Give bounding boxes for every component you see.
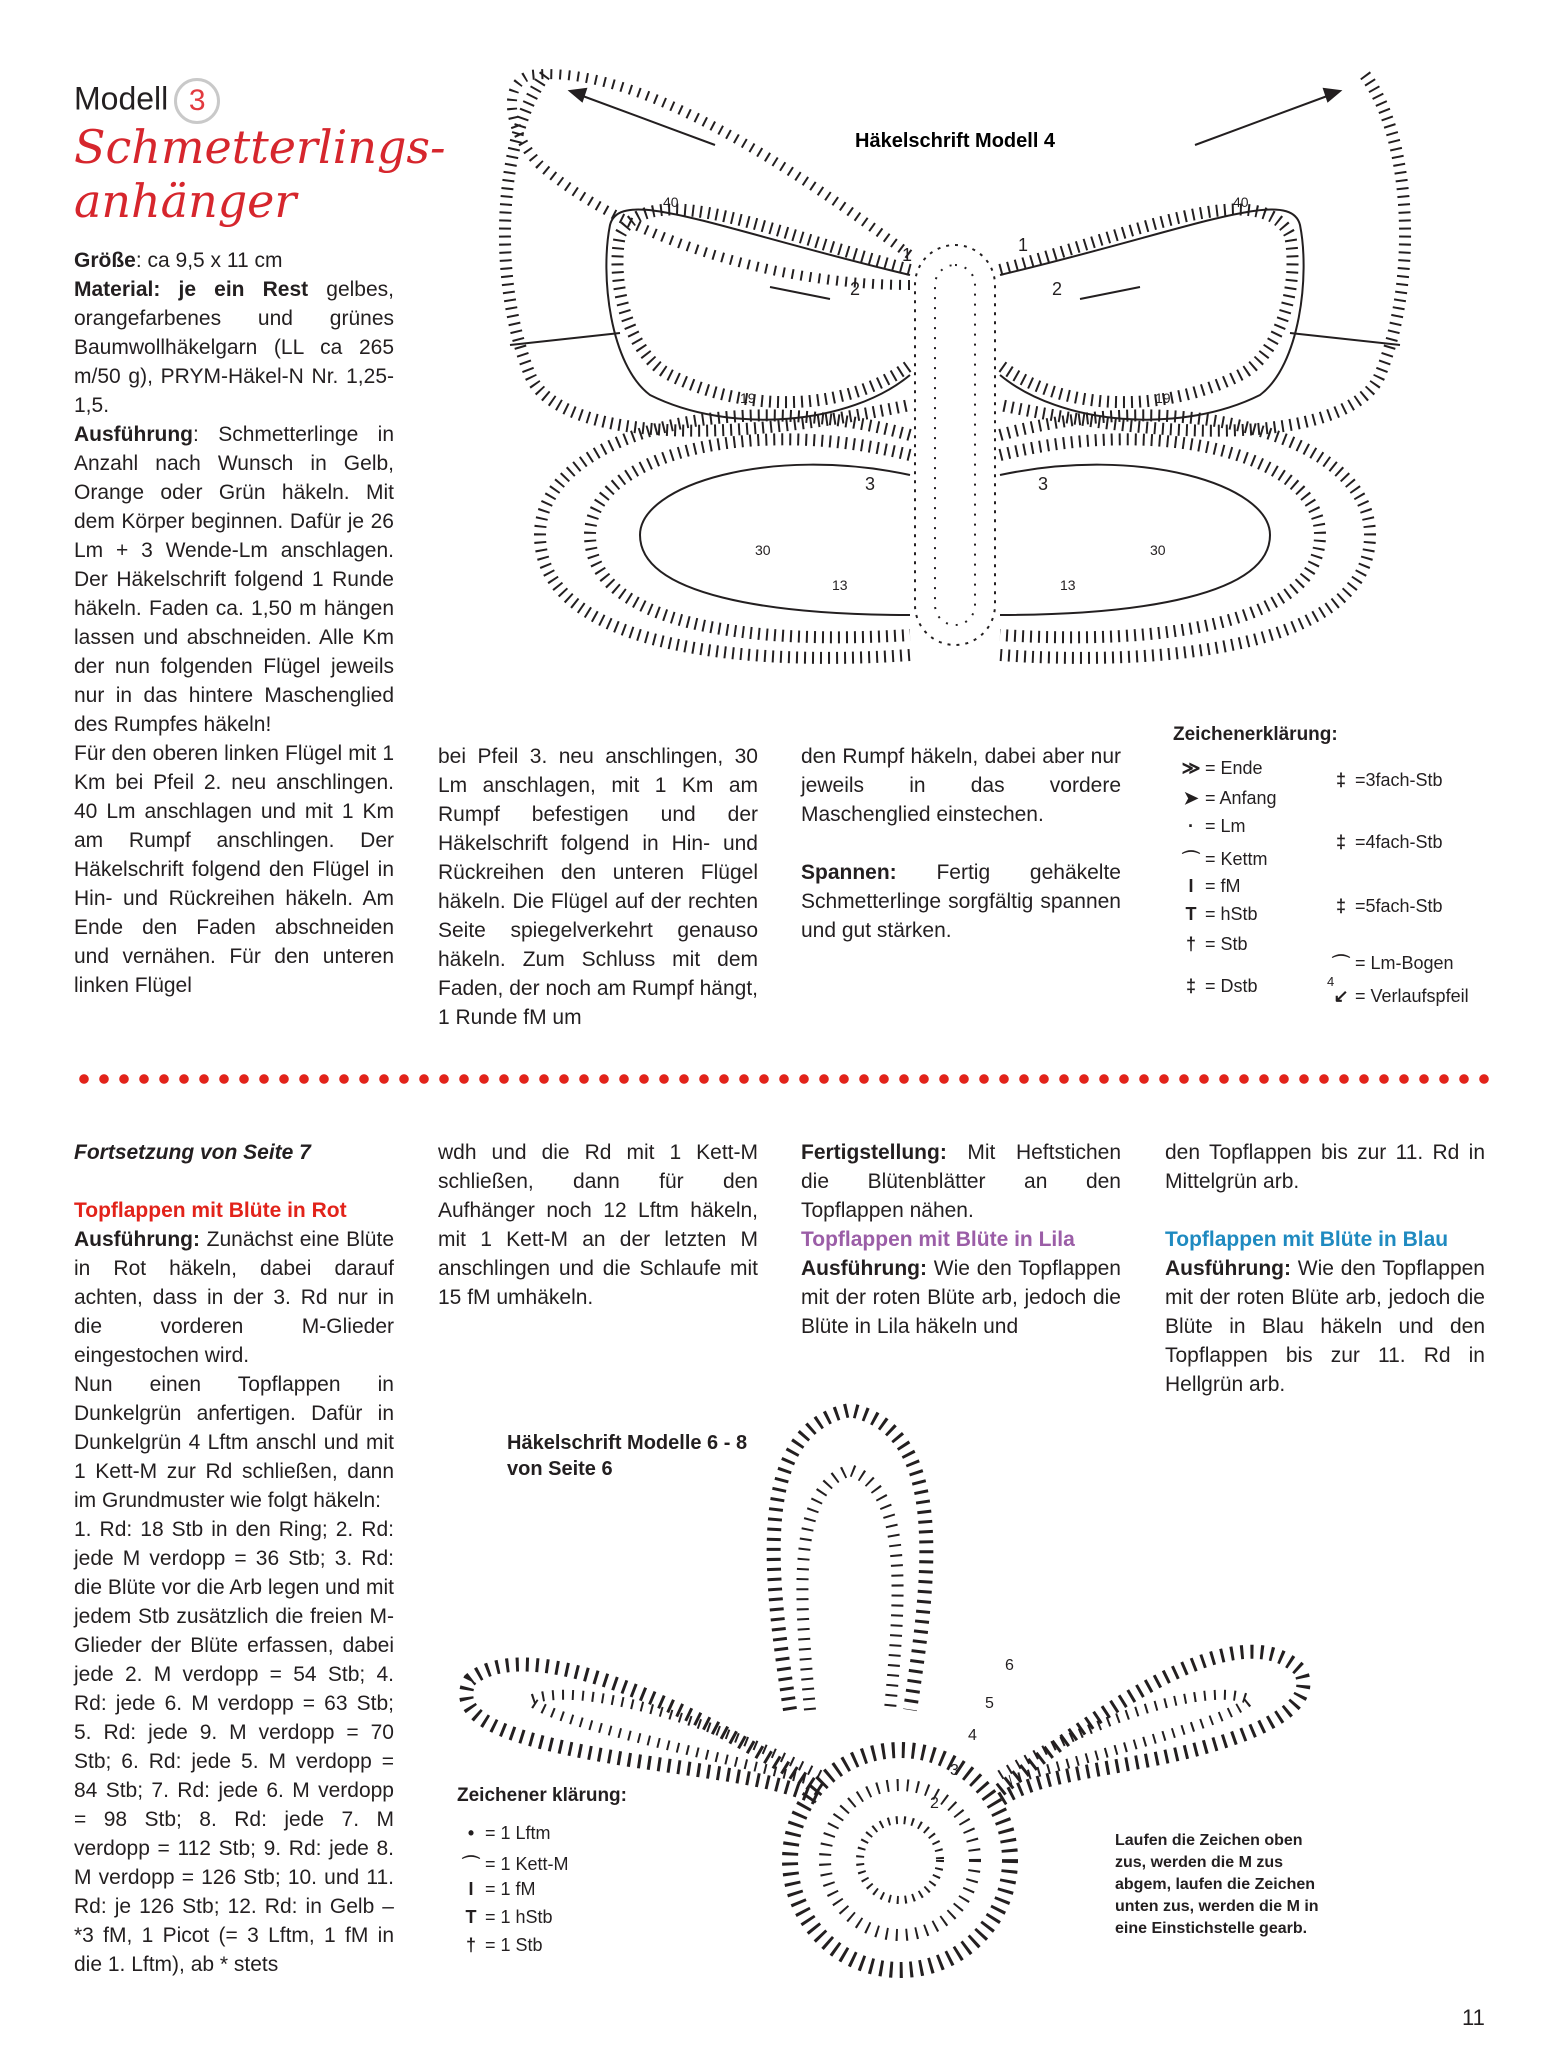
label-13-left: 13 [832, 577, 848, 593]
label-40-right: 40 [1233, 194, 1249, 210]
lower-left-wing [540, 415, 910, 658]
legend-title: Zeichenerklärung: [1173, 724, 1338, 745]
label-30-left: 30 [755, 542, 771, 558]
model-number-badge: 3 [174, 78, 220, 124]
flower-legend [457, 1785, 697, 1985]
legend-item-5fach: ‡ =5fach-Stb [1335, 896, 1443, 916]
label-1-right: 1 [1018, 235, 1029, 255]
legend-bogen-number: 4 [1327, 974, 1335, 989]
rounds-paragraph: 1. Rd: 18 Stb in den Ring; 2. Rd: jede M verdopp = 36 Stb; 3. Rd: die Blüte vor die Arb legen und mit jedem Stb zusätzlich die freien M-Glieder der Blüte erfassen, dabei jede 2. M verdopp = 54 Stb; 4. Rd: jede 6. M verdopp = 63 Stb; 5. Rd: jede 9. M verdopp = 70 Stb; 6. Rd: jede 5. M verdopp = 84 Stb; 7. Rd: jede 6. M verdopp = 98 Stb; 8. Rd: jede 7. M verdopp = 112 Stb; 9. Rd: jede 8. M verdopp = 126 Stb; 10. und 11. Rd: je 126 Stb; 12. Rd: in Gelb – *3 fM, 1 Picot (= 3 Lftm, 1 fM in die 1. Lftm), ab * stets [74, 1518, 394, 1976]
flower-diagram-title: Häkelschrift Modelle 6 - 8 von Seite 6 [507, 1432, 748, 1480]
title-line-2: anhänger [74, 174, 297, 228]
ausfuehrung-paragraph: Ausführung: Schmetterlinge in Anzahl nach Wunsch in Gelb, Orange oder Grün häkeln. Mit dem Körper beginnen. Dafür je 26 Lm + 3 Wende-Lm anschlagen. Der Häkelschrift folgend 1 Runde häkeln. Faden ca. 1,50 m hängen lassen und abschneiden. Alle Km der nun folgenden Flügel jeweils nur in das hintere Maschenglied des Rumpfes häkeln! [74, 423, 394, 736]
flower-note: Laufen die Zeichen oben zus, werden die M zus abgem, laufen die Zeichen unten zus, werden die M in eine Einstichstelle gearb. [1115, 1832, 1319, 1937]
butterfly-body-inner [935, 265, 975, 625]
legend-item-kettm: ⌒ = Kettm [1182, 848, 1268, 870]
flower-legend-hstb: T = 1 hStb [465, 1907, 553, 1927]
flower-legend-fm: I = 1 fM [468, 1879, 536, 1899]
fertig-paragraph: Fertigstellung: Mit Heftstichen die Blütenblätter an den Topflappen nähen. [801, 1141, 1121, 1222]
label-2-right: 2 [1052, 279, 1063, 299]
lower-right-wing [1000, 415, 1370, 658]
round-label-5: 5 [985, 1695, 994, 1712]
label-40-left: 40 [663, 194, 679, 210]
rot-paragraph: Ausführung: Zunächst eine Blüte in Rot häkeln, dabei darauf achten, dass in der 3. Rd nur in die vorderen M-Glieder eingestochen wird. [74, 1228, 394, 1367]
round-label-3: 3 [950, 1762, 959, 1779]
legend-item-lm: · = Lm [1188, 816, 1246, 836]
legend-item-stb: † = Stb [1185, 934, 1248, 954]
round-label-4: 4 [968, 1727, 977, 1744]
label-1-left: 1 [902, 245, 913, 265]
blau-paragraph: Ausführung: Wie den Topflappen mit der roten Blüte arb, jedoch die Blüte in Blau häkeln und den Topflappen bis zur 11. Rd in Hellgrün arb. [1165, 1257, 1485, 1396]
label-19-right: 19 [1155, 390, 1171, 406]
legend-item-ende: ≫ = Ende [1181, 758, 1263, 778]
legend-item-3fach: ‡ =3fach-Stb [1335, 770, 1443, 790]
rot-paragraph-2: Nun einen Topflappen in Dunkelgrün anfertigen. Dafür in Dunkelgrün 4 Lftm anschl und mit 1 Kett-M zur Rd schließen, dann im Grundmuster wie folgt häkeln: [74, 1373, 394, 1512]
butterfly-diagram-title: Häkelschrift Modell 4 [855, 130, 1056, 152]
upper-right-wing [1000, 75, 1405, 431]
title-line-1: Schmetterlings- [74, 120, 446, 174]
label-19-left: 19 [740, 390, 756, 406]
model-header [74, 78, 220, 124]
upper-left-wing [505, 74, 913, 431]
groesse-paragraph: Größe: ca 9,5 x 11 cm [74, 249, 283, 272]
column-4-text: den Topflappen bis zur 11. Rd in Mittelgrün arb. [1165, 1141, 1485, 1193]
spannen-paragraph: Spannen: Fertig gehäkelte Schmetterlinge sorgfältig spannen und gut stärken. [801, 861, 1121, 942]
flower-legend-stb: † = 1 Stb [465, 1935, 543, 1955]
bottom-column-4 [1165, 1138, 1485, 1399]
bottom-column-2 [438, 1138, 758, 1312]
lila-paragraph: Ausführung: Wie den Topflappen mit der roten Blüte arb, jedoch die Blüte in Lila häkeln und [801, 1257, 1121, 1338]
bottom-column-1 [74, 1138, 394, 1979]
continuation-note: Fortsetzung von Seite 7 [74, 1141, 311, 1164]
instructions-column-1 [74, 246, 394, 1000]
legend-item-fm: I = fM [1188, 876, 1241, 896]
bottom-column-3 [801, 1138, 1121, 1341]
bottom-column-2-text: wdh und die Rd mit 1 Kett-M schließen, dann für den Aufhänger noch 12 Lftm häkeln, mit 1 Kett-M an der letzten M anschlingen und die Schlaufe mit 15 fM umhäkeln. [438, 1141, 758, 1309]
rot-subheading: Topflappen mit Blüte in Rot [74, 1199, 347, 1222]
label-13-right: 13 [1060, 577, 1076, 593]
wing-paragraph: Für den oberen linken Flügel mit 1 Km bei Pfeil 2. neu anschlingen. 40 Lm anschlagen und mit 1 Km am Rumpf anschlingen. Der Häkelschrift folgend den Flügel in Hin- und Rückreihen häkeln. Am Ende den Faden abschneiden und vernähen. Für den unteren linken Flügel [74, 742, 394, 997]
label-2-left: 2 [850, 279, 861, 299]
round-label-2: 2 [930, 1795, 939, 1812]
legend-item-dstb: ‡ = Dstb [1185, 976, 1258, 996]
instructions-column-3 [801, 742, 1121, 945]
page-title [74, 120, 446, 228]
label-30-right: 30 [1150, 542, 1166, 558]
flower-legend-lftm: • = 1 Lftm [467, 1823, 551, 1843]
lila-subheading: Topflappen mit Blüte in Lila [801, 1228, 1075, 1251]
legend-item-anfang: ➤ = Anfang [1183, 788, 1277, 808]
column-3-text: den Rumpf häkeln, dabei aber nur jeweils in das vordere Maschenglied einstechen. [801, 745, 1121, 826]
page-number: 11 [1462, 2005, 1485, 2030]
label-3-left: 3 [865, 474, 876, 494]
flower-legend-title: Zeichener klärung: [457, 1785, 627, 1806]
legend-item-lm-bogen: ⌒ = Lm-Bogen [1332, 952, 1454, 974]
butterfly-body [915, 245, 995, 645]
legend-item-verlaufspfeil: ↙ = Verlaufspfeil [1333, 986, 1469, 1006]
round-label-6: 6 [1005, 1657, 1014, 1674]
instructions-column-2 [438, 742, 758, 1032]
butterfly-crochet-diagram [470, 55, 1520, 675]
legend-item-hstb: T = hStb [1185, 904, 1258, 924]
column-2-text: bei Pfeil 3. neu anschlingen, 30 Lm anschlagen, mit 1 Km am Rumpf befestigen und der Häkelschrift folgend in Hin- und Rückreihen den unteren Flügel häkeln. Die Flügel auf der rechten Seite spiegelverkehrt genauso häkeln. Zum Schluss mit dem Faden, der noch am Rumpf hängt, 1 Runde fM um [438, 745, 758, 1029]
direction-arrows [510, 89, 1400, 345]
flower-legend-kettm: ⌒ = 1 Kett-M [462, 1853, 569, 1875]
butterfly-labels [663, 194, 1249, 593]
model-label: Modell [74, 80, 169, 117]
blau-subheading: Topflappen mit Blüte in Blau [1165, 1228, 1449, 1251]
legend-symbols [1177, 758, 1517, 1038]
red-dotted-divider [74, 1072, 1494, 1086]
material-paragraph: Material: je ein Rest gelbes, orangefarbenes und grünes Baumwollhäkelgarn (LL ca 265 m/50 g), PRYM-Häkel-N Nr. 1,25-1,5. [74, 278, 394, 417]
legend-item-4fach: ‡ =4fach-Stb [1335, 832, 1443, 852]
label-3-right: 3 [1038, 474, 1049, 494]
